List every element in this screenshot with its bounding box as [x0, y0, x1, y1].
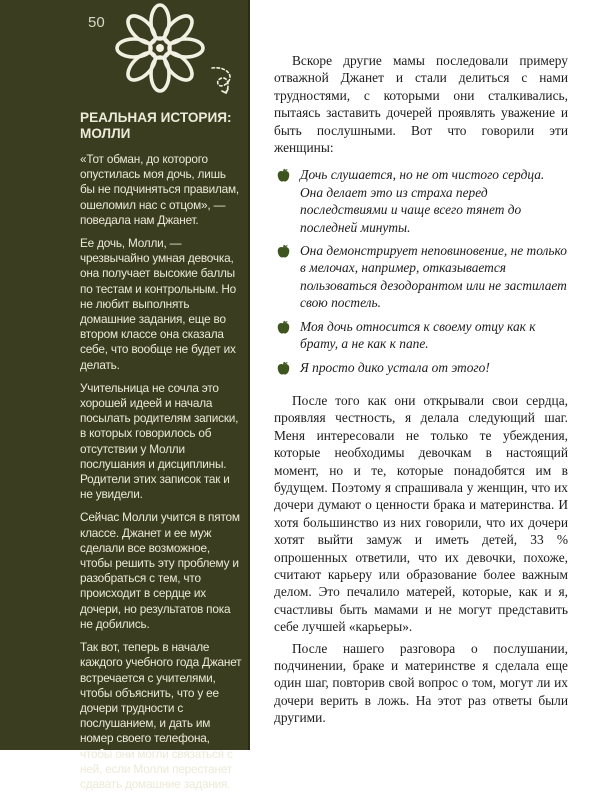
sidebar-panel: [0, 0, 250, 791]
quote-list: [274, 166, 568, 375]
list-item: [274, 318, 568, 353]
list-item: [274, 166, 568, 236]
sidebar-title-line1: РЕАЛЬНАЯ ИСТОРИЯ:: [80, 110, 232, 125]
page-number: 50: [88, 14, 105, 31]
sidebar-story: [80, 110, 242, 800]
list-item: [274, 359, 568, 376]
main-text: [274, 52, 568, 727]
main-paragraph: После того как они открывали свои сердца, проявляя честность, я делала следующий шаг. Меня интересовали не только те убеждения, которые необходимы девочкам в настоящий момент, но и те, которые понадобятся им в будущем. Поэтому я спрашивала у женщин, что их дочери думают о ценности брака и материнства. И хотя большинство из них говорили, что их дочери хотят выйти замуж и иметь детей, 33 % опрошенных ответили, что их девочки, похоже, считают карьеру или образование более важным делом. Это печалило матерей, которые, как и я, счастливы быть мамами и не могут представить себе лучшей «карьеры».: [274, 392, 568, 635]
apple-icon: [276, 244, 291, 259]
swirl-arrow-icon: [206, 62, 240, 96]
apple-icon: [276, 320, 291, 335]
list-item-text: Я просто дико устала от этого!: [300, 359, 490, 375]
main-paragraph: После нашего разговора о послушании, подчинении, браке и материнстве я сделала еще один шаг, повторив свой вопрос о том, могут ли их дочери верить в ложь. На этот раз ответы были другими.: [274, 640, 568, 726]
sidebar-title: [80, 110, 242, 142]
flower-icon: [112, 0, 208, 96]
list-item-text: Дочь слушается, но не от чистого сердца. Она делает это из страха перед последствиями и чаще всего тянет до последней минуты.: [300, 167, 545, 235]
sidebar-title-line2: МОЛЛИ: [80, 126, 131, 141]
apple-icon: [276, 168, 291, 183]
sidebar-paragraph: Ее дочь, Молли, — чрезвычайно умная девочка, она получает высокие баллы по тестам и контрольным. Но не любит выполнять домашние задания, еще во втором классе она сказала себе, что вообще не будет их делать.: [80, 236, 237, 372]
apple-icon: [276, 361, 291, 376]
list-item-text: Она демонстрирует неповиновение, не только в мелочах, например, отказывается пользоваться дезодорантом или не застилает свою постель.: [300, 243, 567, 311]
main-intro-paragraph: Вскоре другие мамы последовали примеру отважной Джанет и стали делиться с нами трудностями, с которыми они сталкивались, пытаясь заставить дочерей проявлять уважение и быть послушными. Вот что говорили эти женщины:: [274, 53, 568, 156]
sidebar-paragraph: Учительница не сочла это хорошей идеей и начала посылать родителям записки, в которых говорилось об отсутствии у Молли послушания и дисциплины. Родители этих записок так и не увидели.: [80, 380, 239, 502]
list-item: [274, 242, 568, 312]
list-item-text: Моя дочь относится к своему отцу как к брату, а не как к папе.: [300, 318, 536, 352]
sidebar-paragraph: Так вот, теперь в начале каждого учебного года Джанет встречается с учителями, чтобы объяснить, что у ее дочери трудности с послушанием, и дать им номер своего телефона, чтобы они могли связаться с ней, если Молли перестанет сдавать домашние задания.: [80, 640, 242, 791]
sidebar-paragraph: «Тот обман, до которого опустилась моя дочь, лишь бы не подчиняться правилам, ошеломил нас с отцом», — поведала нам Джанет.: [80, 152, 239, 227]
sidebar-paragraph: Сейчас Молли учится в пятом классе. Джанет и ее муж сделали все возможное, чтобы решить эту проблему и разобраться с тем, что происходит в сердце их дочери, но результатов пока не добились.: [80, 510, 240, 631]
